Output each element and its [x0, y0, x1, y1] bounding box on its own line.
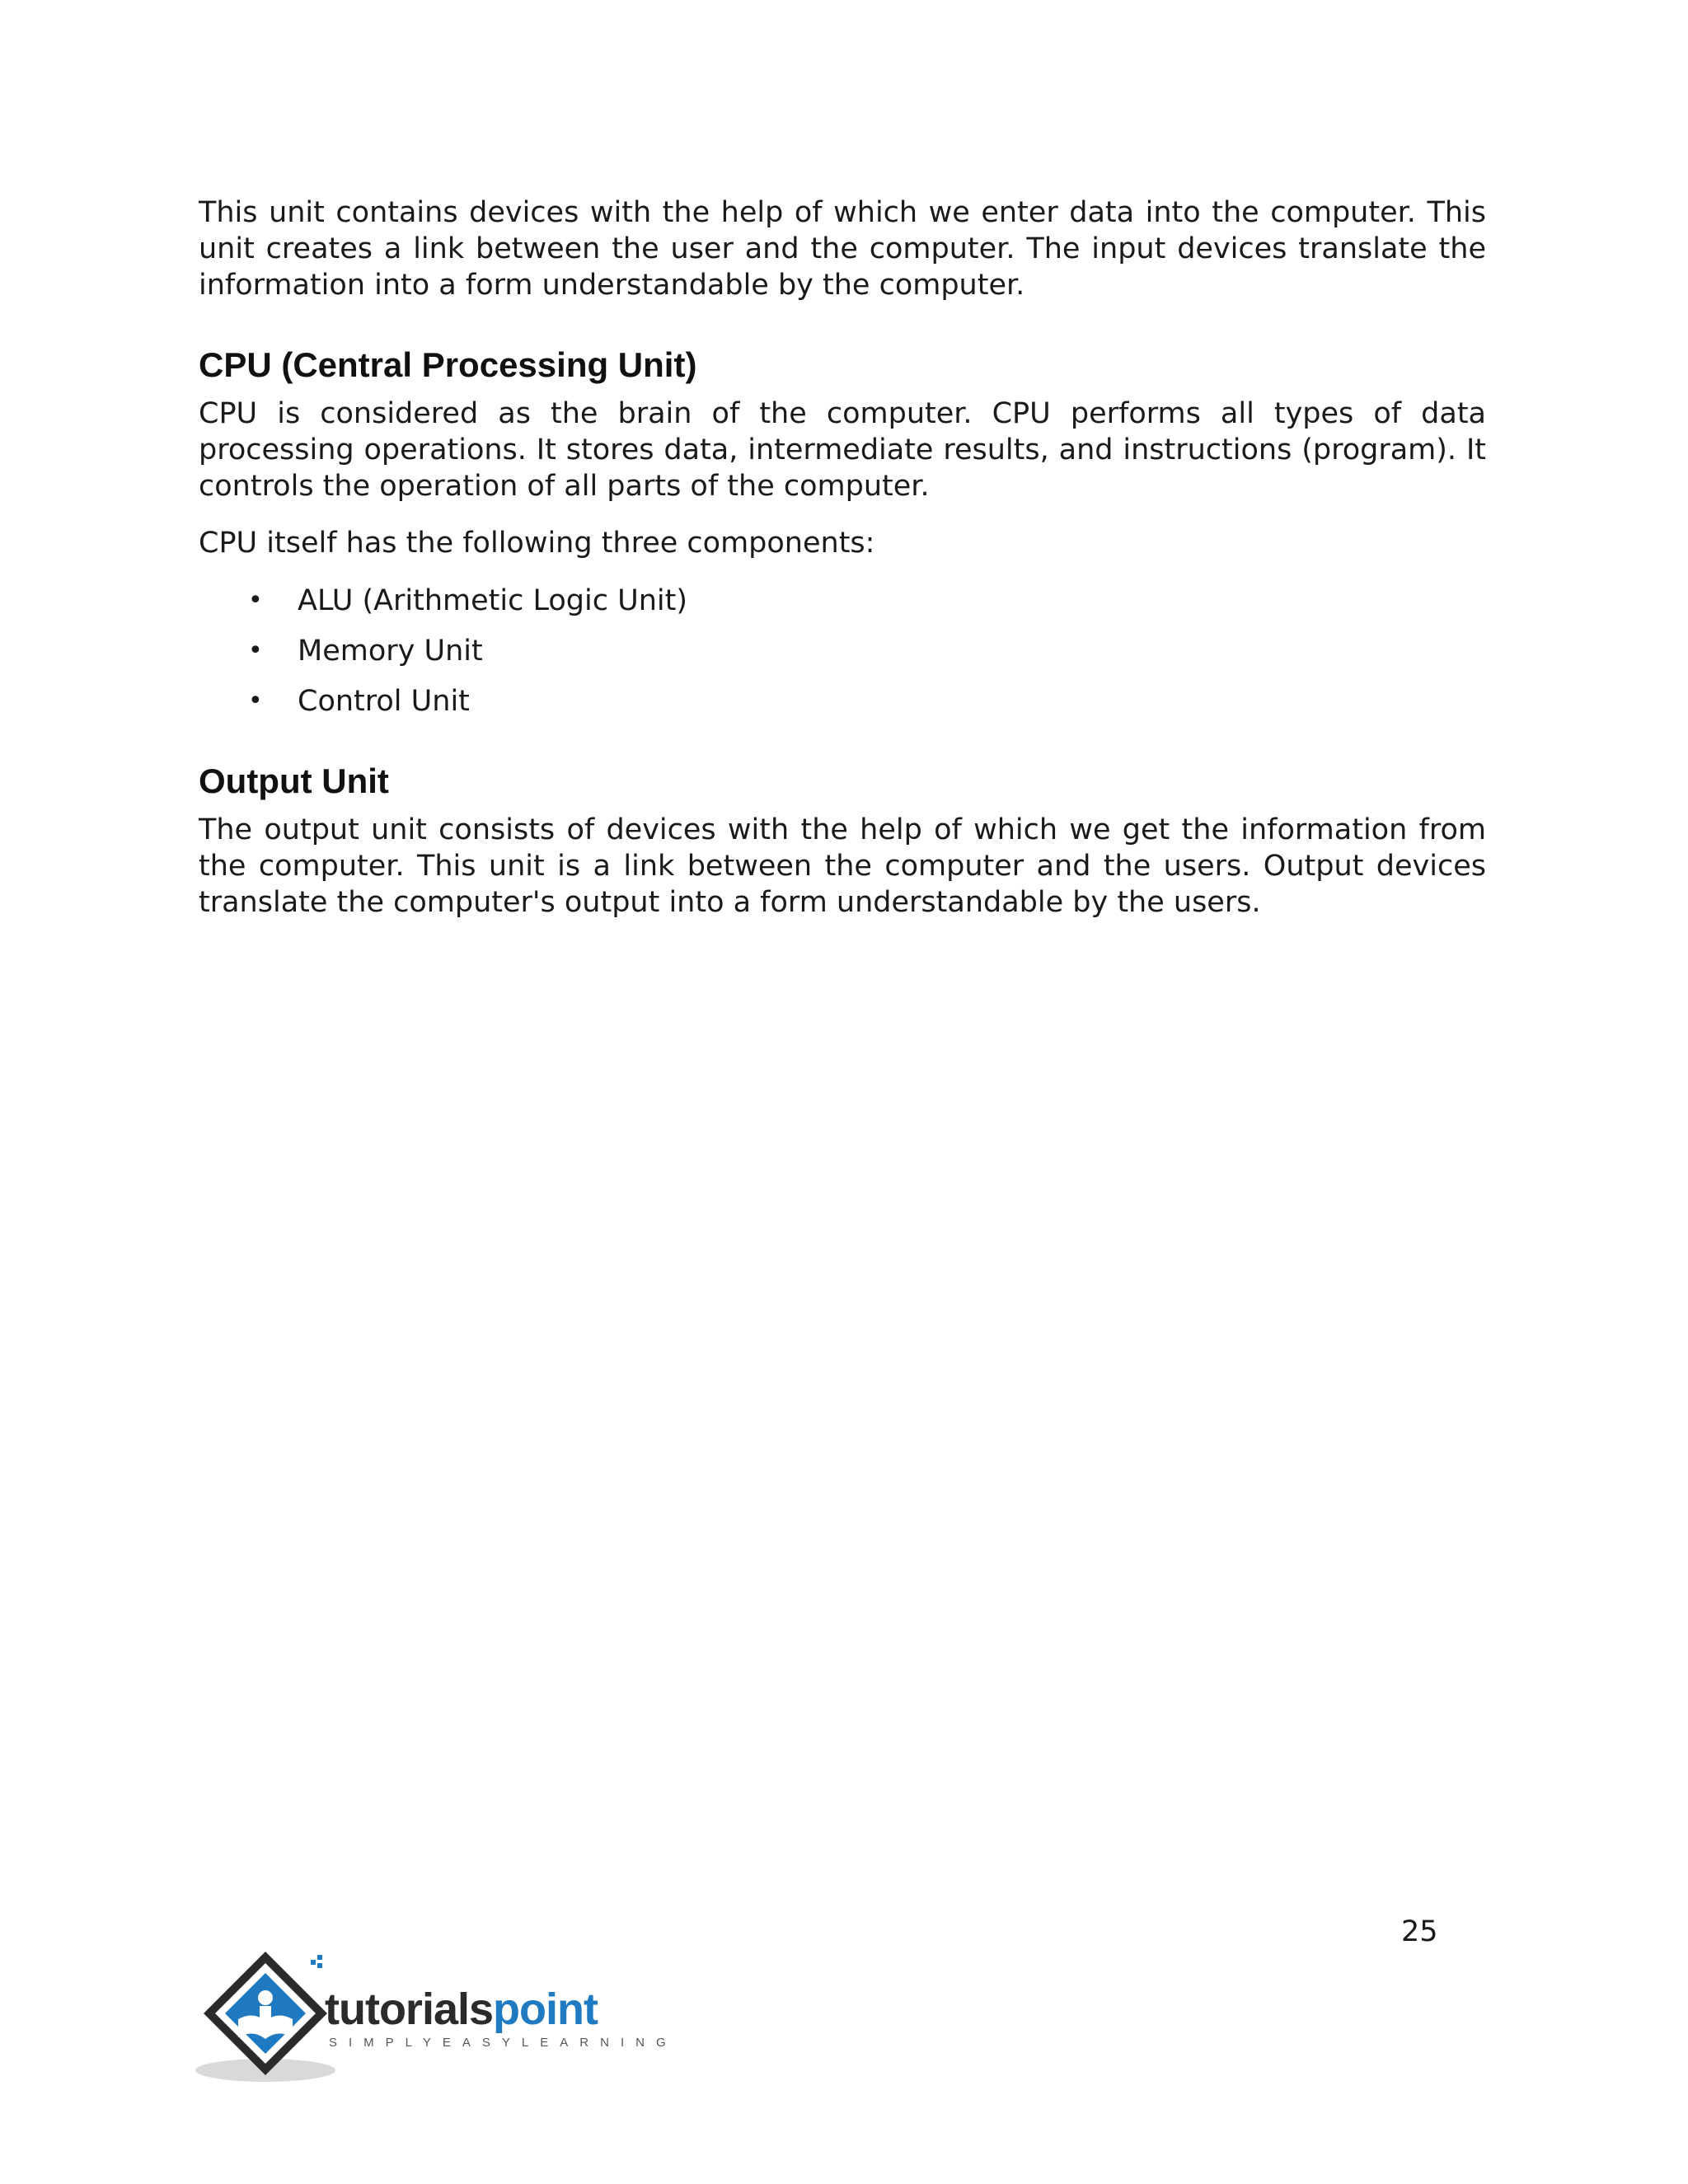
- bullet-icon: •: [248, 636, 263, 665]
- logo-tagline: SIMPLYEASYLEARNING: [329, 2036, 678, 2050]
- list-item-text: Memory Unit: [298, 635, 483, 668]
- cpu-paragraph: CPU is considered as the brain of the computer. CPU performs all types of data processing operations. It stores data, intermediate results, and instructions (program). It controls the operation of all parts of the computer.: [199, 397, 1486, 503]
- list-item: [199, 583, 1486, 619]
- cpu-components-intro: CPU itself has the following three components:: [199, 527, 875, 560]
- bullet-icon: •: [248, 687, 263, 715]
- bullet-icon: •: [248, 586, 263, 615]
- cpu-heading: CPU (Central Processing Unit): [199, 345, 697, 384]
- output-paragraph: The output unit consists of devices with the help of which we get the information from the computer. This unit is a link between the computer and the users. Output devices translate the computer's output into a form understandable by the users.: [199, 813, 1486, 919]
- logo-wordmark: [325, 1985, 598, 2034]
- cpu-components-list: [199, 583, 1486, 719]
- list-item-text: Control Unit: [298, 685, 470, 718]
- logo-word-part1: tutorials: [325, 1985, 494, 2034]
- logo-word-part2: point: [493, 1985, 598, 2034]
- tutorialspoint-logo: [195, 1945, 678, 2093]
- list-item-text: ALU (Arithmetic Logic Unit): [298, 584, 688, 617]
- page-content: [199, 194, 1486, 921]
- output-heading: Output Unit: [199, 762, 389, 800]
- list-item: [199, 633, 1486, 669]
- list-item: [199, 683, 1486, 719]
- intro-paragraph: This unit contains devices with the help of which we enter data into the computer. This unit creates a link between the user and the computer. The input devices translate the information into a form understandable by the computer.: [199, 196, 1486, 302]
- page-number: 25: [1401, 1915, 1438, 1948]
- logo-diamond-icon: [195, 1945, 335, 2085]
